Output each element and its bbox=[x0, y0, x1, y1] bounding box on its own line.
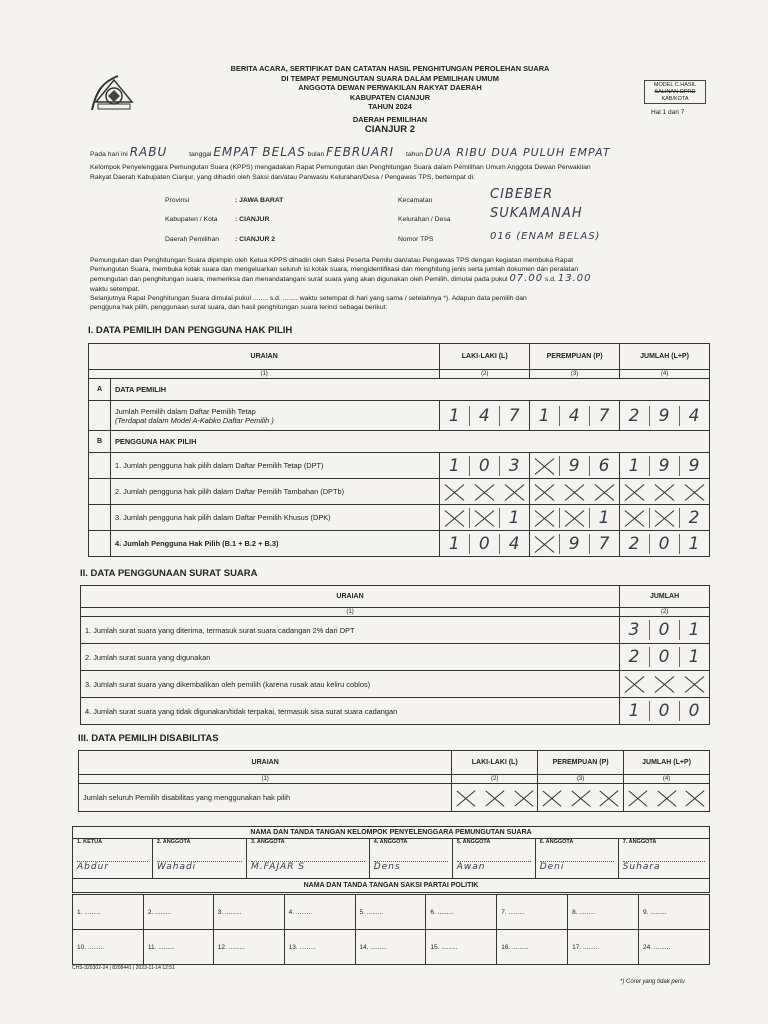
s1-b1-lp-digits bbox=[620, 456, 709, 476]
s1-col-l: LAKI-LAKI (L) bbox=[440, 344, 530, 370]
s1-b3-label: 3. Jumlah pengguna hak pilih dalam Daftar Pemilih Khusus (DPK) bbox=[110, 505, 439, 531]
s1-b1-l-digit-1: 1 bbox=[448, 455, 461, 476]
s1-a-p bbox=[530, 401, 620, 431]
s1-a-lp-digit-2: 9 bbox=[649, 406, 679, 426]
s1-b3-p bbox=[530, 505, 620, 531]
hari-value: RABU bbox=[129, 145, 168, 159]
s1-a-p-digits bbox=[530, 406, 619, 426]
para-line-3 bbox=[90, 274, 715, 284]
daerah-pemilihan-value: : CIANJUR 2 bbox=[235, 236, 276, 243]
signature-2 bbox=[157, 845, 242, 861]
s1-b4-l-digit-1: 1 bbox=[448, 533, 461, 554]
s2-row-4-value-digits bbox=[620, 701, 709, 721]
saksi-title: NAMA DAN TANDA TANGAN SAKSI PARTAI POLITIK bbox=[73, 879, 710, 893]
s1-b4-lp-digit-2: 0 bbox=[649, 534, 679, 554]
s1-b-title: PENGGUNA HAK PILIH bbox=[110, 431, 709, 453]
end-time: 13.00 bbox=[557, 273, 592, 285]
s1-b4-lp-digits bbox=[620, 534, 709, 554]
tanggal-label: tanggal bbox=[189, 151, 212, 158]
saksi-row-1-cell-8: 8. ......... bbox=[568, 895, 639, 930]
s1-a-l-digit-2: 4 bbox=[469, 406, 499, 426]
pada-hari-label: Pada hari ini bbox=[90, 151, 128, 158]
saksi-table bbox=[72, 894, 710, 965]
s1-b1-lp-digit-3: 9 bbox=[679, 456, 709, 476]
kpps-role-3: 3. ANGGOTA bbox=[250, 839, 285, 845]
s1-b-label: B bbox=[89, 431, 111, 453]
desa-value: SUKAMANAH bbox=[490, 206, 583, 221]
tanggal-value: EMPAT BELAS bbox=[213, 145, 306, 159]
header-line-5: TAHUN 2024 bbox=[368, 102, 412, 112]
header-line-4: KABUPATEN CIANJUR bbox=[349, 92, 431, 102]
kpps-member-2 bbox=[152, 839, 246, 879]
section-3-table bbox=[78, 750, 710, 812]
daerah-value: CIANJUR 2 bbox=[364, 123, 416, 135]
saksi-row-2-cell-3: 12. ......... bbox=[213, 930, 284, 965]
daerah-pemilihan-label: Daerah Pemilihan bbox=[165, 236, 220, 243]
document-header bbox=[190, 64, 590, 134]
kpps-member-3 bbox=[246, 839, 369, 879]
s2-row-3-value bbox=[620, 671, 710, 698]
s1-b3-lp-digit-2 bbox=[649, 508, 679, 528]
provinsi-value: : JAWA BARAT bbox=[235, 197, 284, 204]
signature-1 bbox=[77, 845, 148, 861]
s1-b1-p-digit-1 bbox=[530, 456, 559, 476]
signature-5 bbox=[457, 845, 531, 861]
s1-b1-l-digits bbox=[440, 456, 529, 476]
s2-row-3-label: 3. Jumlah surat suara yang dikembalikan oleh pemilih (karena rusak atau keliru coblos) bbox=[81, 671, 620, 698]
section-2-table bbox=[80, 585, 710, 725]
s2-row-2-value-digit-2: 0 bbox=[649, 647, 679, 667]
s1-b3-p-digit-3: 1 bbox=[589, 508, 619, 528]
tps-label: Nomor TPS bbox=[398, 236, 434, 243]
s1-b1-l bbox=[440, 453, 530, 479]
kpps-member-7 bbox=[618, 839, 709, 879]
desa-label: Kelurahan / Desa bbox=[398, 216, 451, 223]
signature-table bbox=[72, 826, 710, 893]
model-box bbox=[644, 80, 706, 104]
s1-b3-l-digit-2 bbox=[469, 508, 499, 528]
para-line-1: Pemungutan dan Penghitungan Suara dipimpin oleh Ketua KPPS dihadiri oleh Saksi Peserta Pemilu dan/atau Pengawas TPS dengan kegiatan membuka Rapat bbox=[90, 257, 574, 264]
s1-a-lp bbox=[620, 401, 710, 431]
s1-b3-lp-digit-1 bbox=[620, 508, 649, 528]
s1-b2-label: 2. Jumlah pengguna hak pilih dalam Daftar Pemilih Tambahan (DPTb) bbox=[110, 479, 439, 505]
saksi-row-2-cell-2: 11. ......... bbox=[143, 930, 213, 965]
s2-row-1-value-digit-3: 1 bbox=[679, 620, 709, 640]
s3-lp bbox=[624, 784, 710, 812]
s1-b3-p-digit-2 bbox=[559, 508, 589, 528]
bulan-label: bulan bbox=[307, 151, 325, 158]
page-number: Hal 1 dari 7 bbox=[651, 109, 685, 116]
s1-num-3: (3) bbox=[530, 370, 620, 379]
s1-b1-label: 1. Jumlah pengguna hak pilih dalam Daftar Pemilih Tetap (DPT) bbox=[110, 453, 439, 479]
s1-b4-p-digits bbox=[530, 534, 619, 554]
kpps-member-1 bbox=[73, 839, 153, 879]
s2-col-jumlah: JUMLAH bbox=[620, 586, 710, 608]
s1-b1-p bbox=[530, 453, 620, 479]
saksi-row-2-cell-7: 16. ......... bbox=[497, 930, 568, 965]
section-1-table bbox=[88, 343, 710, 557]
s1-b4-lp bbox=[620, 531, 710, 557]
s2-col-uraian: URAIAN bbox=[81, 586, 620, 608]
s1-a-l bbox=[440, 401, 530, 431]
s1-b2-l bbox=[440, 479, 530, 505]
footer-note: *) Coret yang tidak perlu bbox=[620, 979, 685, 985]
saksi-row-1-cell-4: 4. ......... bbox=[284, 895, 355, 930]
kpps-row bbox=[73, 839, 710, 879]
s2-row-2-value-digits bbox=[620, 647, 709, 667]
s1-b4-p-digit-1 bbox=[530, 534, 559, 554]
kecamatan-label: Kecamatan bbox=[398, 197, 433, 204]
s3-num-3: (3) bbox=[538, 775, 624, 784]
s1-a-lp-digit-3: 4 bbox=[679, 406, 709, 426]
intro-line-2: Kelompok Penyelenggara Pemungutan Suara (KPPS) mengadakan Rapat Pemungutan dan Penghitungan Suara dalam Pemilihan Umum Anggota Dewan Perwakilan bbox=[90, 164, 591, 171]
s1-col-uraian: URAIAN bbox=[89, 344, 440, 370]
s2-row-4-value-digit-2: 0 bbox=[649, 701, 679, 721]
tahun-value: DUA RIBU DUA PULUH EMPAT bbox=[424, 146, 611, 159]
s1-b4-l-digit-3: 4 bbox=[499, 534, 529, 554]
signature-6 bbox=[540, 845, 614, 861]
saksi-row-1-cell-1: 1. ......... bbox=[73, 895, 144, 930]
kpps-name-3: M.FAJAR S bbox=[251, 861, 365, 872]
s1-b1-lp-digit-1: 1 bbox=[628, 455, 641, 476]
kpps-name-2: Wahadi bbox=[157, 861, 242, 872]
tps-value: 016 (ENAM BELAS) bbox=[490, 231, 601, 242]
s1-a-lp-digit-1: 2 bbox=[628, 405, 641, 426]
signature-3 bbox=[251, 845, 365, 861]
s2-num-1: (1) bbox=[81, 608, 620, 617]
section-2-title: II. DATA PENGGUNAAN SURAT SUARA bbox=[80, 568, 258, 579]
s1-b3-lp-digits bbox=[620, 508, 709, 528]
s1-b3-lp-digit-3: 2 bbox=[679, 508, 709, 528]
saksi-row-1-cell-5: 5. ......... bbox=[355, 895, 426, 930]
s1-a-p-digit-1: 1 bbox=[538, 405, 551, 426]
kpps-role-6: 6. ANGGOTA bbox=[539, 839, 574, 845]
s1-b3-p-digits bbox=[530, 508, 619, 528]
s3-row-label: Jumlah seluruh Pemilih disabilitas yang menggunakan hak pilih bbox=[79, 784, 452, 812]
s1-b3-l bbox=[440, 505, 530, 531]
s3-col-lp: JUMLAH (L+P) bbox=[624, 751, 710, 775]
s1-b4-l-digit-2: 0 bbox=[469, 534, 499, 554]
s1-b4-lp-digit-1: 2 bbox=[628, 533, 641, 554]
s1-a-lp-digits bbox=[620, 406, 709, 426]
s1-b3-l-digits bbox=[440, 508, 529, 528]
s1-b2-p bbox=[530, 479, 620, 505]
s3-num-1: (1) bbox=[79, 775, 452, 784]
s1-a-l-digit-3: 7 bbox=[499, 406, 529, 426]
kpps-role-7: 7. ANGGOTA bbox=[622, 839, 657, 845]
saksi-row-1-cell-6: 6. ......... bbox=[426, 895, 497, 930]
kpps-name-5: Awan bbox=[457, 861, 531, 872]
s2-num-2: (2) bbox=[620, 608, 710, 617]
paragraph bbox=[90, 256, 715, 312]
s1-b1-lp-digit-2: 9 bbox=[649, 456, 679, 476]
s2-row-1-label: 1. Jumlah surat suara yang diterima, termasuk surat suara cadangan 2% dari DPT bbox=[81, 617, 620, 644]
s1-b4-l-digits bbox=[440, 534, 529, 554]
s3-num-4: (4) bbox=[624, 775, 710, 784]
s1-a-row-text: Jumlah Pemilih dalam Daftar Pemilih Tetap bbox=[114, 406, 256, 416]
kpps-member-5 bbox=[452, 839, 535, 879]
saksi-row-1-cell-7: 7. ......... bbox=[497, 895, 568, 930]
saksi-row-1-cell-2: 2. ......... bbox=[143, 895, 213, 930]
s2-row-2-label: 2. Jumlah surat suara yang digunakan bbox=[81, 644, 620, 671]
s1-b1-p-digit-2: 9 bbox=[559, 456, 589, 476]
saksi-row-1-cell-3: 3. ......... bbox=[213, 895, 284, 930]
signature-7 bbox=[623, 845, 705, 861]
s1-b3-p-digit-1 bbox=[530, 508, 559, 528]
s1-b1-p-digit-3: 6 bbox=[589, 456, 619, 476]
saksi-row-1-cell-9: 9. ......... bbox=[639, 895, 710, 930]
s2-row-1-value-digits bbox=[620, 620, 709, 640]
kpps-name-7: Suhara bbox=[623, 861, 705, 872]
s3-col-l: LAKI-LAKI (L) bbox=[452, 751, 538, 775]
kpps-role-2: 2. ANGGOTA bbox=[156, 839, 191, 845]
kpps-name-6: Deni bbox=[540, 861, 614, 872]
s1-b1-l-digit-3: 3 bbox=[499, 456, 529, 476]
s1-b2-lp bbox=[620, 479, 710, 505]
provinsi-text: JAWA BARAT bbox=[239, 197, 284, 204]
kpps-member-6 bbox=[535, 839, 618, 879]
kpps-role-1: 1. KETUA bbox=[77, 839, 103, 845]
s3-p bbox=[538, 784, 624, 812]
s2-row-1-value-digit-1: 3 bbox=[628, 620, 641, 640]
model-line-3: KAB/KOTA bbox=[661, 96, 689, 102]
sd-label: s.d. bbox=[544, 276, 556, 284]
header-line-1: BERITA ACARA, SERTIFIKAT DAN CATATAN HASIL PENGHITUNGAN PEROLEHAN SUARA bbox=[230, 64, 550, 73]
s3-col-p: PEREMPUAN (P) bbox=[538, 751, 624, 775]
intro-line-3: Rakyat Daerah Kabupaten Cianjur, yang dihadiri oleh Saksi dan/atau Panwaslu Kelurahan/Desa / Pengawas TPS, bertempat di: bbox=[90, 174, 475, 181]
s1-a-row bbox=[110, 401, 439, 431]
kabupaten-label: Kabupaten / Kota bbox=[165, 216, 218, 223]
s1-b4-p bbox=[530, 531, 620, 557]
kpu-logo-icon bbox=[88, 72, 140, 116]
kpps-role-5: 5. ANGGOTA bbox=[456, 839, 491, 845]
kabupaten-value: : CIANJUR bbox=[235, 216, 270, 223]
s3-col-uraian: URAIAN bbox=[79, 751, 452, 775]
bulan-value: FEBRUARI bbox=[326, 145, 395, 159]
section-1-title: I. DATA PEMILIH DAN PENGGUNA HAK PILIH bbox=[88, 325, 293, 336]
header-line-3: ANGGOTA DEWAN PERWAKILAN RAKYAT DAERAH bbox=[298, 83, 482, 93]
s3-num-2: (2) bbox=[452, 775, 538, 784]
s1-num-1: (1) bbox=[89, 370, 440, 379]
s1-a-row-note: (Terdapat dalam Model A-Kabko Daftar Pemilih ) bbox=[114, 415, 274, 425]
provinsi-label: Provinsi bbox=[165, 197, 190, 204]
kpps-name-4: Dens bbox=[374, 861, 448, 872]
s1-a-label: A bbox=[89, 379, 111, 401]
s2-row-4-label: 4. Jumlah surat suara yang tidak digunakan/tidak terpakai, termasuk sisa surat suara cadangan bbox=[81, 698, 620, 725]
s1-b4-label: 4. Jumlah Pengguna Hak Pilih (B.1 + B.2 + B.3) bbox=[110, 531, 439, 557]
saksi-row-2 bbox=[73, 930, 710, 965]
para-line-2: Pemungutan Suara, membuka kotak suara dan mengeluarkan seluruh isi kotak suara, mengidentifikasi dan menghitung jenis serta jumlah dokumen dan peralatan bbox=[90, 266, 579, 274]
saksi-row-2-cell-9: 24. ......... bbox=[639, 930, 710, 965]
saksi-row-1 bbox=[73, 895, 710, 930]
model-line-1: MODEL C.HASIL bbox=[653, 82, 697, 88]
s1-b4-p-digit-2: 9 bbox=[559, 534, 589, 554]
s1-col-p: PEREMPUAN (P) bbox=[530, 344, 620, 370]
s1-b4-lp-digit-3: 1 bbox=[679, 534, 709, 554]
saksi-row-2-cell-8: 17. ......... bbox=[568, 930, 639, 965]
saksi-row-2-cell-1: 10. ......... bbox=[73, 930, 144, 965]
s1-num-2: (2) bbox=[440, 370, 530, 379]
daerah-label: DAERAH PEMILIHAN bbox=[352, 114, 428, 124]
kabupaten-text: CIANJUR bbox=[239, 216, 270, 223]
s1-col-lp: JUMLAH (L+P) bbox=[620, 344, 710, 370]
s3-l bbox=[452, 784, 538, 812]
tahun-label: tahun bbox=[405, 151, 423, 158]
start-time: 07.00 bbox=[509, 273, 544, 285]
s1-a-p-digit-2: 4 bbox=[559, 406, 589, 426]
s2-row-2-value bbox=[620, 644, 710, 671]
para-line-5: Selanjutnya Rapat Penghitungan Suara dimulai pukul ........ s.d. ........ waktu setempat di hari yang sama / setelahnya *). Adapun data pemilih dan bbox=[90, 294, 527, 302]
s1-b4-p-digit-3: 7 bbox=[589, 534, 619, 554]
signature-4 bbox=[374, 845, 448, 861]
s2-row-1-value bbox=[620, 617, 710, 644]
s1-b1-p-digits bbox=[530, 456, 619, 476]
s1-b4-l bbox=[440, 531, 530, 557]
section-3-title: III. DATA PEMILIH DISABILITAS bbox=[78, 733, 219, 744]
kpps-member-4 bbox=[369, 839, 452, 879]
kecamatan-value: CIBEBER bbox=[490, 187, 554, 202]
saksi-row-2-cell-6: 15. ......... bbox=[426, 930, 497, 965]
saksi-row-2-cell-5: 14. ......... bbox=[355, 930, 426, 965]
para-line-6: pengguna hak pilih, penggunaan surat suara, dan hasil penghitungan suara terinci sebagai berikut: bbox=[90, 304, 388, 312]
saksi-row-2-cell-4: 13. ......... bbox=[284, 930, 355, 965]
header-line-2: DI TEMPAT PEMUNGUTAN SUARA DALAM PEMILIHAN UMUM bbox=[281, 73, 499, 83]
s1-b3-l-digit-1 bbox=[440, 508, 469, 528]
s2-row-2-value-digit-3: 1 bbox=[679, 647, 709, 667]
s1-a-p-digit-3: 7 bbox=[589, 406, 619, 426]
s1-a-title: DATA PEMILIH bbox=[110, 379, 709, 401]
daerah-pemilihan-text: CIANJUR 2 bbox=[239, 236, 276, 243]
s2-row-4-value bbox=[620, 698, 710, 725]
intro-line-1 bbox=[90, 145, 611, 159]
s2-row-1-value-digit-2: 0 bbox=[649, 620, 679, 640]
model-line-2: SALINAN-DPRD bbox=[654, 89, 696, 95]
s1-a-l-digits bbox=[440, 406, 529, 426]
s1-num-4: (4) bbox=[620, 370, 710, 379]
s2-row-4-value-digit-3: 0 bbox=[679, 701, 709, 721]
footer-code: CHS-320302-24 | 8208441 | 2023-11-14 12:51 bbox=[72, 965, 175, 971]
para-line-3-text: pemungutan dan penghitungan suara, memeriksa dan menandatangani surat suara yang akan digunakan oleh Pemilih, dimulai pada pukul bbox=[90, 276, 508, 284]
kpps-title: NAMA DAN TANDA TANGAN KELOMPOK PENYELENGGARA PEMUNGUTAN SUARA bbox=[73, 827, 710, 839]
s1-b1-l-digit-2: 0 bbox=[469, 456, 499, 476]
s1-b3-lp bbox=[620, 505, 710, 531]
s2-row-4-value-digit-1: 1 bbox=[628, 701, 641, 721]
kpps-role-4: 4. ANGGOTA bbox=[373, 839, 408, 845]
s2-row-2-value-digit-1: 2 bbox=[628, 647, 641, 667]
s1-a-l-digit-1: 1 bbox=[448, 405, 461, 426]
para-line-4: waktu setempat. bbox=[90, 285, 140, 293]
s1-b3-l-digit-3: 1 bbox=[499, 508, 529, 528]
s1-b1-lp bbox=[620, 453, 710, 479]
kpps-name-1: Abdur bbox=[77, 861, 148, 872]
